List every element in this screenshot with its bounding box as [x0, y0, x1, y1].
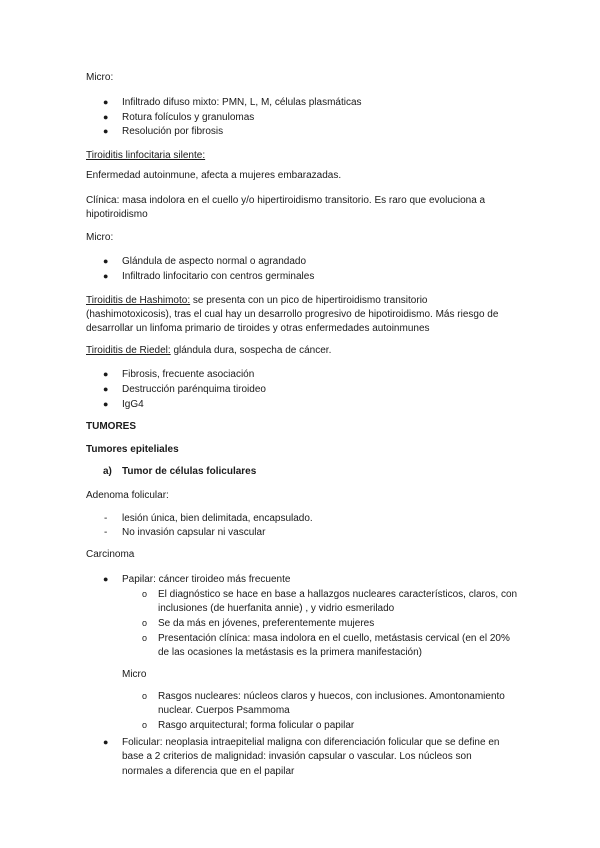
- dash-marker: -: [104, 513, 108, 524]
- micro-label: Micro: [122, 669, 147, 680]
- list-item: Rotura folículos y granulomas: [122, 112, 255, 123]
- bullet-icon: ●: [103, 126, 109, 136]
- hashimoto-text: se presenta con un pico de hipertiroidismo transitorio: [190, 295, 428, 306]
- sub-list-item: de las ocasiones la metástasis es la primera manifestación): [158, 647, 423, 658]
- list-item: Infiltrado difuso mixto: PMN, L, M, células plasmáticas: [122, 97, 362, 108]
- section-title-riedel: Tiroiditis de Riedel:: [86, 345, 171, 356]
- list-item: lesión única, bien delimitada, encapsulado.: [122, 513, 313, 524]
- circle-bullet-icon: o: [142, 720, 148, 730]
- paragraph-riedel: [86, 344, 331, 357]
- list-item: Folicular: neoplasia intraepitelial maligna con diferenciación folicular que se define en: [122, 737, 500, 748]
- dash-marker: -: [104, 527, 108, 538]
- circle-bullet-icon: o: [142, 691, 148, 701]
- paragraph: Enfermedad autoinmune, afecta a mujeres embarazadas.: [86, 170, 342, 181]
- list-item: Glándula de aspecto normal o agrandado: [122, 256, 307, 267]
- sub-list-item: Presentación clínica: masa indolora en el cuello, metástasis cervical (en el 20%: [158, 633, 510, 644]
- paragraph-hashimoto: [86, 294, 427, 307]
- list-item: Fibrosis, frecuente asociación: [122, 369, 255, 380]
- carcinoma-label: Carcinoma: [86, 549, 135, 560]
- circle-bullet-icon: o: [142, 618, 148, 628]
- bullet-icon: ●: [103, 574, 109, 584]
- adenoma-label: Adenoma folicular:: [86, 490, 169, 501]
- sub-list-item: Se da más en jóvenes, preferentemente mujeres: [158, 618, 375, 629]
- list-item: Resolución por fibrosis: [122, 126, 224, 137]
- sub-list-item: Rasgos nucleares: núcleos claros y huecos, con inclusiones. Amontonamiento: [158, 691, 505, 702]
- sub-list-item: Rasgo arquitectural; forma folicular o papilar: [158, 720, 355, 731]
- paragraph: Clínica: masa indolora en el cuello y/o hipertiroidismo transitorio. Es raro que evoluciona a: [86, 195, 486, 206]
- list-item: Infiltrado linfocitario con centros germinales: [122, 271, 315, 282]
- bullet-icon: ●: [103, 97, 109, 107]
- sub-list-item: inclusiones (de huerfanita annie) , y vidrio esmerilado: [158, 603, 395, 614]
- circle-bullet-icon: o: [142, 589, 148, 599]
- heading-tumor-foliculares: Tumor de células foliculares: [122, 466, 257, 477]
- bullet-icon: ●: [103, 369, 109, 379]
- bullet-icon: ●: [103, 384, 109, 394]
- paragraph: (hashimotoxicosis), tras el cual hay un desarrollo progresivo de hipotiroidismo. Más riesgo de: [86, 309, 499, 320]
- heading-epiteliales: Tumores epiteliales: [86, 444, 179, 455]
- bullet-icon: ●: [103, 399, 109, 409]
- list-item: Papilar: cáncer tiroideo más frecuente: [122, 574, 291, 585]
- list-item: normales a diferencia que en el papilar: [122, 766, 295, 777]
- bullet-icon: ●: [103, 737, 109, 747]
- paragraph: desarrollar un linfoma primario de tiroides y otras enfermedades autoinmunes: [86, 323, 430, 334]
- sub-list-item: nuclear. Cuerpos Psammoma: [158, 705, 290, 716]
- list-item: No invasión capsular ni vascular: [122, 527, 266, 538]
- heading-tumores: TUMORES: [86, 421, 136, 432]
- paragraph: hipotiroidismo: [86, 209, 148, 220]
- list-marker: a): [103, 466, 112, 477]
- bullet-icon: ●: [103, 271, 109, 281]
- circle-bullet-icon: o: [142, 633, 148, 643]
- section-title-silente: Tiroiditis linfocitaria silente:: [86, 150, 206, 161]
- list-item: Destrucción parénquima tiroideo: [122, 384, 266, 395]
- micro-label: Micro:: [86, 72, 114, 83]
- list-item: base a 2 criterios de malignidad: invasión capsular o vascular. Los núcleos son: [122, 751, 472, 762]
- section-title-hashimoto: Tiroiditis de Hashimoto:: [86, 295, 191, 306]
- list-item: IgG4: [122, 399, 144, 410]
- bullet-icon: ●: [103, 256, 109, 266]
- sub-list-item: El diagnóstico se hace en base a hallazgos nucleares característicos, claros, con: [158, 589, 518, 600]
- riedel-text: glándula dura, sospecha de cáncer.: [170, 345, 332, 356]
- bullet-icon: ●: [103, 112, 109, 122]
- micro-label: Micro:: [86, 232, 114, 243]
